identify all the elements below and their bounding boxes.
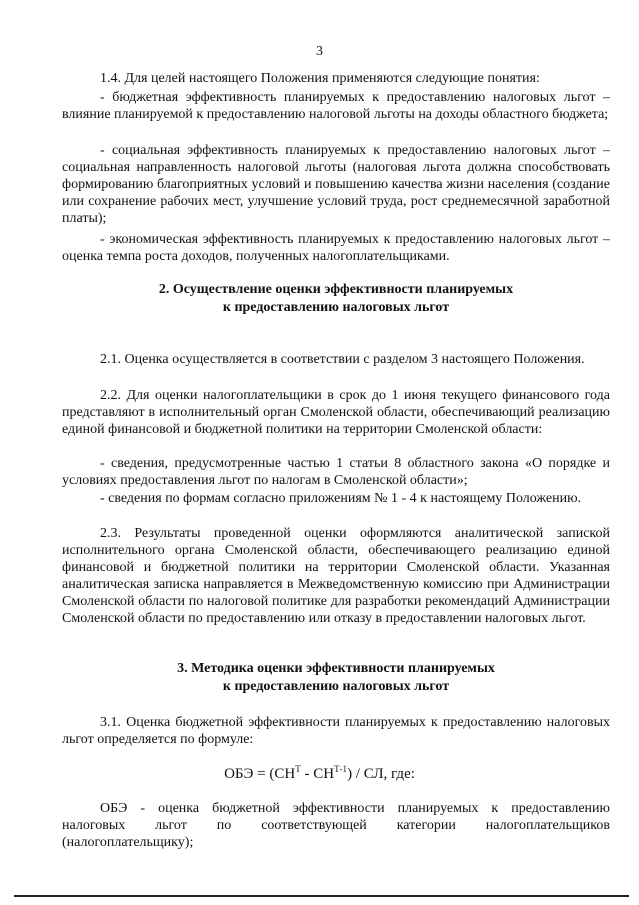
definition-budget-efficiency: - бюджетная эффективность планируемых к предоставлению налоговых льгот – влияние планируемой к предоставлению налоговой льготы на доходы областного бюджета; (62, 90, 610, 122)
page-bottom-rule (14, 895, 629, 897)
formula-part-b: - СН (300, 766, 335, 782)
formula-sup-t-minus-1: Т-1 (334, 764, 348, 774)
paragraph-3-1: 3.1. Оценка бюджетной эффективности планируемых к предоставлению налоговых льгот определяется по формуле: (62, 715, 610, 747)
section-2-heading-line1: 2. Осуществление оценки эффективности планируемых (158, 282, 514, 297)
obe-definition: ОБЭ - оценка бюджетной эффективности планируемых к предоставлению налоговых льгот по соответствующей категории налогоплательщиков (налогоплательщику); (62, 801, 610, 850)
page-number: 3 (316, 44, 323, 59)
budget-efficiency-formula (0, 764, 639, 783)
paragraph-1-4: 1.4. Для целей настоящего Положения применяются следующие понятия: (100, 71, 540, 86)
section-3-heading-line2: к предоставлению налоговых льгот (222, 679, 450, 694)
formula-part-a: ОБЭ = (СН (224, 766, 296, 782)
formula-sup-t: Т (295, 764, 301, 774)
formula-part-c: ) / СЛ, где: (347, 766, 415, 782)
section-3-heading-line1: 3. Методика оценки эффективности планируемых (177, 661, 495, 676)
definition-social-efficiency: - социальная эффективность планируемых к предоставлению налоговых льгот – социальная направленность налоговой льготы (налоговая льгота должна способствовать формированию благоприятных условий и повышению качества жизни населения (создание или сохранение рабочих мест, улучшение условий труда, рост среднемесячной заработной платы); (62, 143, 610, 226)
paragraph-2-3: 2.3. Результаты проведенной оценки оформляются аналитической запиской исполнительного органа Смоленской области, обеспечивающего реализацию единой финансовой и бюджетной политики на территории Смоленской области. Указанная аналитическая записка направляется в Межведомственную комиссию при Администрации Смоленской области по налоговой политике для разработки рекомендаций Администрации Смоленской области по предоставлению или отказу в предоставлении налоговых льгот. (62, 526, 610, 626)
paragraph-2-2-item-2: - сведения по формам согласно приложениям № 1 - 4 к настоящему Положению. (100, 491, 582, 506)
definition-economic-efficiency: - экономическая эффективность планируемых к предоставлению налоговых льгот – оценка темпа роста доходов, полученных налогоплательщиками. (62, 232, 610, 264)
section-2-heading-line2: к предоставлению налоговых льгот (222, 300, 450, 315)
paragraph-2-1: 2.1. Оценка осуществляется в соответствии с разделом 3 настоящего Положения. (100, 352, 585, 367)
paragraph-2-2-item-1: - сведения, предусмотренные частью 1 статьи 8 областного закона «О порядке и условиях предоставления льгот по налогам в Смоленской области»; (62, 456, 610, 488)
paragraph-2-2: 2.2. Для оценки налогоплательщики в срок до 1 июня текущего финансового года представляют в исполнительный орган Смоленской области, обеспечивающий реализацию единой финансовой и бюджетной политики на территории Смоленской области: (62, 388, 610, 437)
